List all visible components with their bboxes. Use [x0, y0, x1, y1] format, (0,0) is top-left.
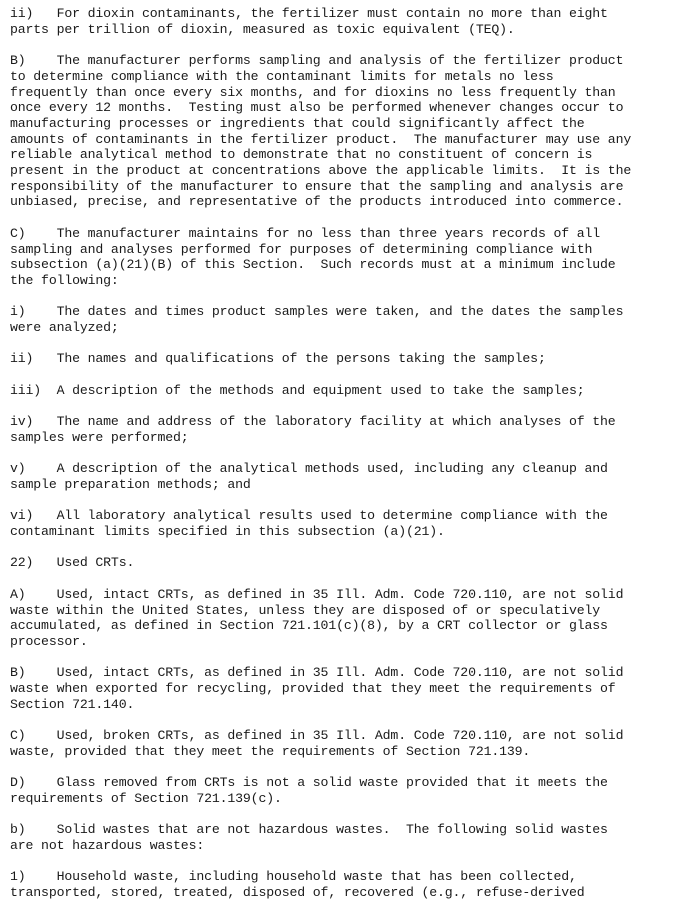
paragraph-crts-intact-export: B) Used, intact CRTs, as defined in 35 Ill. Adm. Code 720.110, are not solid waste when exported for recycling, provided that they meet the requirements of Section 721.140.	[10, 665, 624, 712]
paragraph-laboratory-facility: iv) The name and address of the laboratory facility at which analyses of the samples were performed;	[10, 414, 616, 445]
paragraph-crts-intact-domestic: A) Used, intact CRTs, as defined in 35 Ill. Adm. Code 720.110, are not solid waste within the United States, unless they are disposed of or speculatively accumulated, as defined in Section 721.101(c)(8), by a CRT collector or glass processor.	[10, 586, 624, 649]
paragraph-analytical-methods: v) A description of the analytical methods used, including any cleanup and sample preparation methods; and	[10, 461, 608, 492]
paragraph-crts-broken: C) Used, broken CRTs, as defined in 35 Ill. Adm. Code 720.110, are not solid waste, provided that they meet the requirements of Section 721.139.	[10, 728, 624, 759]
paragraph-names-qualifications: ii) The names and qualifications of the persons taking the samples;	[10, 351, 546, 367]
paragraph-sampling-analysis: B) The manufacturer performs sampling and analysis of the fertilizer product to determine compliance with the contaminant limits for metals no less frequently than once every six months, and for dioxins no less frequently than once every 12 months. Testing must also be performed whenever changes occur to manufacturing processes or ingredients that could significantly affect the amounts of contaminants in the fertilizer product. The manufacturer may use any reliable analytical method to demonstrate that no constituent of concern is present in the product at concentrations above the applicable limits. It is the responsibility of the manufacturer to ensure that the sampling and analysis are unbiased, precise, and representative of the products introduced into commerce.	[10, 53, 632, 210]
paragraph-methods-equipment: iii) A description of the methods and equipment used to take the samples;	[10, 382, 585, 398]
document-page	[10, 6, 682, 917]
paragraph-non-hazardous-wastes: b) Solid wastes that are not hazardous wastes. The following solid wastes are not hazardous wastes:	[10, 822, 608, 854]
paragraph-lab-results: vi) All laboratory analytical results used to determine compliance with the contaminant limits specified in this subsection (a)(21).	[10, 508, 608, 540]
paragraph-crt-glass: D) Glass removed from CRTs is not a solid waste provided that it meets the requirements of Section 721.139(c).	[10, 775, 608, 806]
paragraph-dates-times: i) The dates and times product samples were taken, and the dates the samples were analyzed;	[10, 304, 624, 336]
paragraph-dioxin-limit: ii) For dioxin contaminants, the fertilizer must contain no more than eight parts per trillion of dioxin, measured as toxic equivalent (TEQ).	[10, 6, 608, 37]
paragraph-used-crts-heading: 22) Used CRTs.	[10, 555, 135, 571]
paragraph-records: C) The manufacturer maintains for no less than three years records of all sampling and analyses performed for purposes of determining compliance with subsection (a)(21)(B) of this Section. Such records must at a minimum include the following:	[10, 225, 616, 288]
paragraph-household-waste: 1) Household waste, including household waste that has been collected, transported, stored, treated, disposed of, recovered (e.g., refuse-derived	[10, 869, 585, 901]
